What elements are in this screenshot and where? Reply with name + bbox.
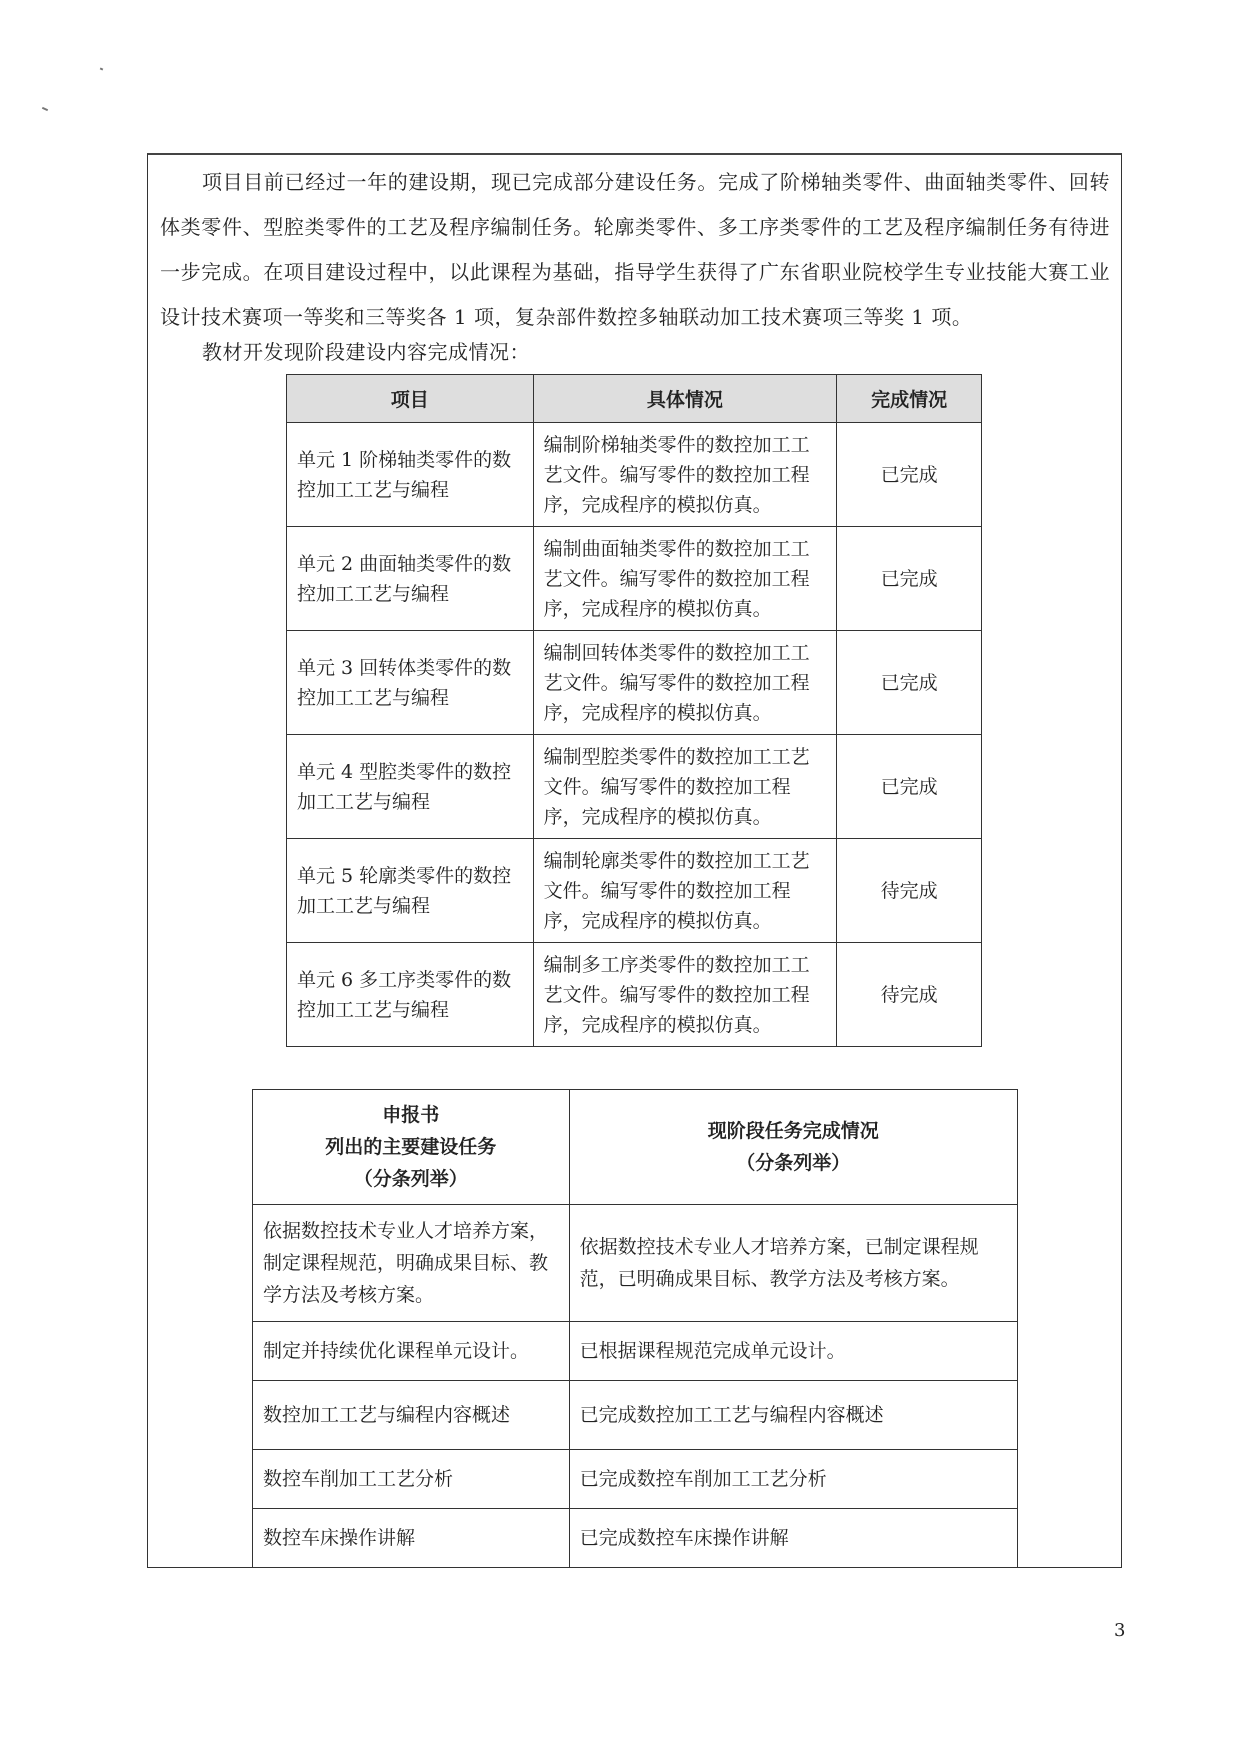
- planned-task-cell: 依据数控技术专业人才培养方案，制定课程规范，明确成果目标、教学方法及考核方案。: [253, 1205, 570, 1322]
- completion-cell: 已完成数控车削加工工艺分析: [569, 1450, 1017, 1509]
- task-completion-table: [252, 1089, 1018, 1568]
- header-line: （分条列举）: [736, 1152, 851, 1174]
- header-line: 现阶段任务完成情况: [707, 1120, 879, 1142]
- header-detail: 具体情况: [533, 375, 837, 423]
- unit-cell: 单元 4 型腔类零件的数控加工工艺与编程: [287, 735, 534, 839]
- status-cell: 已完成: [837, 423, 982, 527]
- page-number: 3: [1114, 1620, 1126, 1641]
- table-row: [253, 1450, 1018, 1509]
- completion-cell: 已完成数控车床操作讲解: [569, 1509, 1017, 1568]
- planned-task-cell: 制定并持续优化课程单元设计。: [253, 1322, 570, 1381]
- table-row: [287, 527, 982, 631]
- detail-cell: 编制阶梯轴类零件的数控加工工艺文件。编写零件的数控加工程序，完成程序的模拟仿真。: [533, 423, 837, 527]
- unit-cell: 单元 5 轮廓类零件的数控加工工艺与编程: [287, 839, 534, 943]
- status-cell: 已完成: [837, 631, 982, 735]
- table-header-row: [253, 1090, 1018, 1205]
- table-row: [253, 1509, 1018, 1568]
- status-cell: 已完成: [837, 527, 982, 631]
- detail-cell: 编制型腔类零件的数控加工工艺文件。编写零件的数控加工程序，完成程序的模拟仿真。: [533, 735, 837, 839]
- header-item: 项目: [287, 375, 534, 423]
- table-row: [287, 735, 982, 839]
- header-line: 申报书: [382, 1104, 440, 1126]
- unit-cell: 单元 1 阶梯轴类零件的数控加工工艺与编程: [287, 423, 534, 527]
- header-line: 列出的主要建设任务: [325, 1136, 497, 1158]
- detail-cell: 编制曲面轴类零件的数控加工工艺文件。编写零件的数控加工程序，完成程序的模拟仿真。: [533, 527, 837, 631]
- detail-cell: 编制回转体类零件的数控加工工艺文件。编写零件的数控加工程序，完成程序的模拟仿真。: [533, 631, 837, 735]
- completion-cell: 已完成数控加工工艺与编程内容概述: [569, 1381, 1017, 1450]
- detail-cell: 编制多工序类零件的数控加工工艺文件。编写零件的数控加工程序，完成程序的模拟仿真。: [533, 943, 837, 1047]
- header-status: 完成情况: [837, 375, 982, 423]
- unit-cell: 单元 2 曲面轴类零件的数控加工工艺与编程: [287, 527, 534, 631]
- table-header-row: [287, 375, 982, 423]
- completion-cell: 依据数控技术专业人才培养方案，已制定课程规范，已明确成果目标、教学方法及考核方案。: [569, 1205, 1017, 1322]
- progress-paragraph: 项目目前已经过一年的建设期，现已完成部分建设任务。完成了阶梯轴类零件、曲面轴类零件、回转体类零件、型腔类零件的工艺及程序编制任务。轮廓类零件、多工序类零件的工艺及程序编制任务有待进一步完成。在项目建设过程中，以此课程为基础，指导学生获得了广东省职业院校学生专业技能大赛工业设计技术赛项一等奖和三等奖各 1 项，复杂部件数控多轴联动加工技术赛项三等奖 1 项。: [160, 170, 1110, 329]
- header-planned-tasks: [253, 1090, 570, 1205]
- table-row: [287, 839, 982, 943]
- completion-cell: 已根据课程规范完成单元设计。: [569, 1322, 1017, 1381]
- textbook-intro: 教材开发现阶段建设内容完成情况：: [202, 340, 530, 364]
- header-current-status: [569, 1090, 1017, 1205]
- table-row: [287, 943, 982, 1047]
- unit-cell: 单元 6 多工序类零件的数控加工工艺与编程: [287, 943, 534, 1047]
- textbook-progress-table: [286, 374, 982, 1047]
- planned-task-cell: 数控车床操作讲解: [253, 1509, 570, 1568]
- status-cell: 已完成: [837, 735, 982, 839]
- detail-cell: 编制轮廓类零件的数控加工工艺文件。编写零件的数控加工程序，完成程序的模拟仿真。: [533, 839, 837, 943]
- table-row: [287, 423, 982, 527]
- status-cell: 待完成: [837, 943, 982, 1047]
- table-row: [253, 1322, 1018, 1381]
- table-row: [253, 1381, 1018, 1450]
- scan-speck: [100, 67, 104, 70]
- scan-speck: [42, 107, 48, 111]
- header-line: （分条列举）: [353, 1168, 468, 1190]
- planned-task-cell: 数控加工工艺与编程内容概述: [253, 1381, 570, 1450]
- table-row: [253, 1205, 1018, 1322]
- planned-task-cell: 数控车削加工工艺分析: [253, 1450, 570, 1509]
- unit-cell: 单元 3 回转体类零件的数控加工工艺与编程: [287, 631, 534, 735]
- table-row: [287, 631, 982, 735]
- status-cell: 待完成: [837, 839, 982, 943]
